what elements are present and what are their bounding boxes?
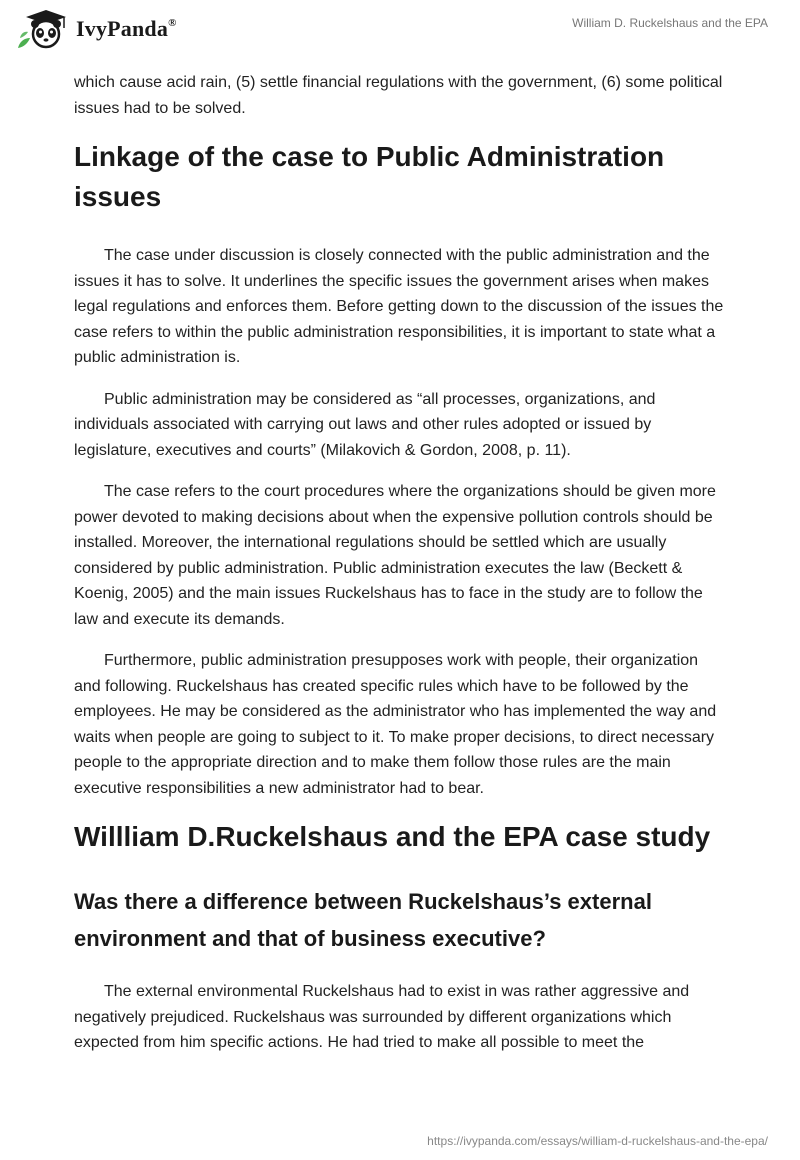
panda-graduation-cap-icon (14, 8, 72, 50)
paragraph: Furthermore, public administration presupposes work with people, their organization and following. Ruckelshaus has created specific rules which have to be followed by the employees. He may be considered as the administrator who has implemented the way and waits when people are going to subject to it. To make proper decisions, to direct necessary people to the appropriate direction and to make them follow those rules are the main executive responsibilities a new administrator had to bear. (74, 652, 717, 797)
intro-paragraph: which cause acid rain, (5) settle financial regulations with the government, (6) some political issues had to be solved. (74, 74, 723, 117)
source-url[interactable]: https://ivypanda.com/essays/william-d-ruckelshaus-and-the-epa/ (427, 1134, 768, 1148)
section-heading-linkage: Linkage of the case to Public Administration issues (74, 141, 665, 212)
subsection-heading-external-environment: Was there a difference between Ruckelshaus’s external environment and that of business executive? (74, 889, 652, 951)
article-body (74, 70, 726, 1072)
section-heading-case-study: Willliam D.Ruckelshaus and the EPA case study (74, 821, 711, 852)
brand-logo[interactable] (14, 8, 177, 50)
paragraph: The case refers to the court procedures where the organizations should be given more power devoted to making decisions about when the expensive pollution controls should be installed. Moreover, the international regulations should be settled which are usually considered by public administration. Public administration executes the law (Beckett & Koenig, 2005) and the main issues Ruckelshaus has to face in the study are to follow the law and execute its demands. (74, 483, 716, 628)
page-header (0, 0, 800, 64)
paragraph: Public administration may be considered as “all processes, organizations, and individuals associated with carrying out laws and other rules adopted or issued by legislature, executives and courts” (Milakovich & Gordon, 2008, p. 11). (74, 390, 656, 459)
document-title: William D. Ruckelshaus and the EPA (572, 16, 768, 30)
paragraph: The external environmental Ruckelshaus had to exist in was rather aggressive and negatively prejudiced. Ruckelshaus was surrounded by different organizations which expected from him specific actions. He had tried to make all possible to meet the (74, 983, 690, 1051)
paragraph: The case under discussion is closely connected with the public administration and the issues it has to solve. It underlines the specific issues the government arises when makes legal regulations and enforces them. Before getting down to the discussion of the issues the case refers to within the public administration responsibilities, it is important to state what a public administration is. (74, 247, 724, 366)
brand-name: IvyPanda® (76, 16, 177, 41)
